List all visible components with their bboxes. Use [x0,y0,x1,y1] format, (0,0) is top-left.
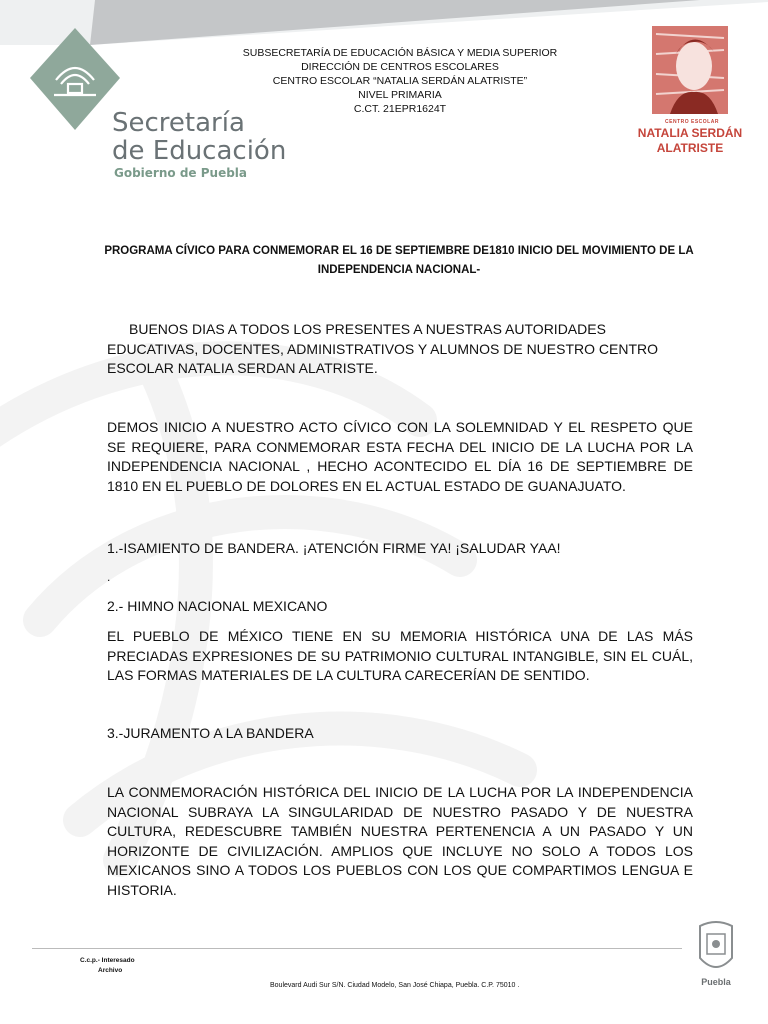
school-caption: CENTRO ESCOLAR [665,119,719,125]
puebla-brand: Puebla [701,977,731,987]
school-name-line1: NATALIA SERDÁN [637,126,743,140]
header-line: NIVEL PRIMARIA [358,89,442,101]
conmemoracion-paragraph: LA CONMEMORACIÓN HISTÓRICA DEL INICIO DE LA LUCHA POR LA INDEPENDENCIA NACIONAL SUBRAYA LA SINGULARIDAD DE NUESTRO PASADO Y DE NUESTRA CULTURA, REDESCUBRE TAMBIÉN NUESTRA PERTENENCIA A UN PASADO Y UN HORIZONTE DE CIVILIZACIÓN. AMPLIOS QUE INCLUYE NO SOLO A TODOS LOS MEXICANOS SINO A TODOS LOS PUEBLOS CON LOS QUE COMPARTIMOS LENGUA E HISTORIA. [107,784,693,898]
header-line: SUBSECRETARÍA DE EDUCACIÓN BÁSICA Y MEDIA SUPERIOR [242,47,558,59]
puebla-shield-icon [694,918,738,978]
letterhead [230,46,570,116]
program-item-1: 1.-ISAMIENTO DE BANDERA. ¡ATENCIÓN FIRME YA! ¡SALUDAR YAA! [107,540,561,556]
himno-paragraph: EL PUEBLO DE MÉXICO TIENE EN SU MEMORIA HISTÓRICA UNA DE LAS MÁS PRECIADAS EXPRESIONES DE SU PATRIMONIO CULTURAL INTANGIBLE, SIN EL CUÁL, LAS FORMAS MATERIALES DE LA CULTURA CARECERÍAN DE SENTIDO. [107,628,693,683]
document-title: PROGRAMA CÍVICO PARA CONMEMORAR EL 16 DE SEPTIEMBRE DE1810 INICIO DEL MOVIMIENTO DE LA INDEPENDENCIA NACIONAL- [104,245,694,276]
footer-address: Boulevard Audi Sur S/N. Ciudad Modelo, San José Chiapa, Puebla. C.P. 75010 . [270,982,520,989]
logo-government: Gobierno de Puebla [114,166,248,180]
program-item-3: 3.-JURAMENTO A LA BANDERA [107,725,314,741]
program-item-2: 2.- HIMNO NACIONAL MEXICANO [107,598,328,614]
acto-paragraph: DEMOS INICIO A NUESTRO ACTO CÍVICO CON LA SOLEMNIDAD Y EL RESPETO QUE SE REQUIERE, PARA CONMEMORAR ESTA FECHA DEL INICIO DE LA LUCHA POR LA INDEPENDENCIA NACIONAL , HECHO ACONTECIDO EL DÍA 16 DE SEPTIEMBRE DE 1810 EN EL PUEBLO DE DOLORES EN EL ACTUAL ESTADO DE GUANAJUATO. [107,419,693,494]
header-line: CENTRO ESCOLAR “NATALIA SERDÁN ALATRISTE” [272,75,528,87]
school-name-line2: ALATRISTE [656,141,724,155]
logo-subtitle: de Educación [112,136,287,166]
header-line: DIRECCIÓN DE CENTROS ESCOLARES [301,61,499,73]
logo-title: Secretaría [112,108,245,138]
ccp-line: C.c.p.- Interesado [80,957,135,964]
archivo-line: Archivo [98,967,123,974]
stray-dot: . [107,570,111,584]
header-line: C.CT. 21EPR1624T [353,103,447,115]
intro-paragraph: BUENOS DIAS A TODOS LOS PRESENTES A NUESTRAS AUTORIDADES EDUCATIVAS, DOCENTES, ADMINISTRATIVOS Y ALUMNOS DE NUESTRO CENTRO ESCOLAR NATALIA SERDAN ALATRISTE. [107,321,659,376]
footer-divider [32,948,682,949]
